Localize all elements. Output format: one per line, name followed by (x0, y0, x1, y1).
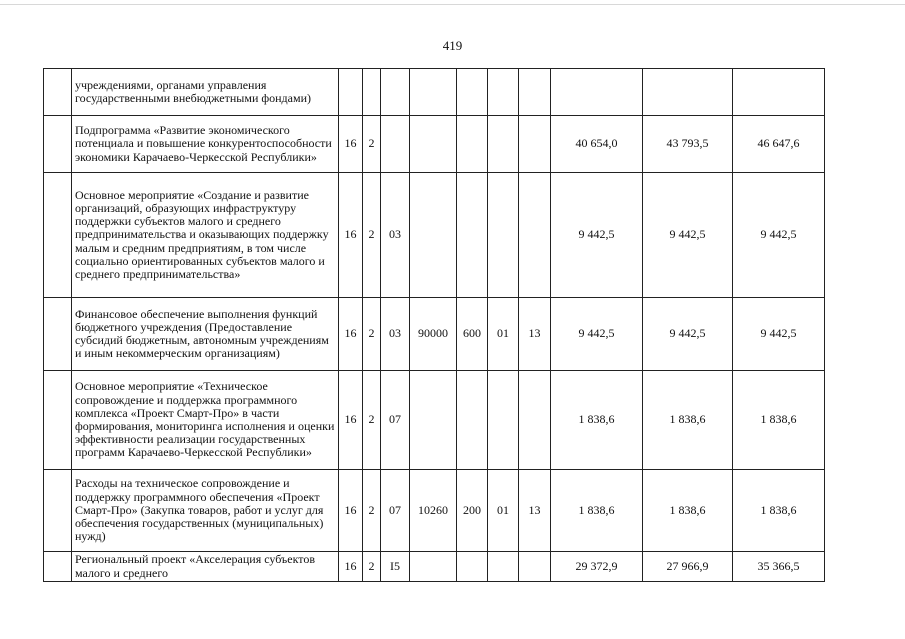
code-cell-4: 10260 (410, 470, 457, 552)
code-cell-6 (488, 552, 519, 582)
amount-cell-2: 1 838,6 (643, 470, 733, 552)
code-cell-3: 03 (381, 298, 410, 371)
code-cell-2: 2 (363, 298, 381, 371)
code-cell-3: I5 (381, 552, 410, 582)
code-cell-5 (457, 552, 488, 582)
code-cell-4 (410, 173, 457, 298)
code-cell-5: 200 (457, 470, 488, 552)
amount-cell-1 (551, 69, 643, 116)
code-cell-5: 600 (457, 298, 488, 371)
table-row (44, 552, 825, 582)
row-name-cell: Региональный проект «Акселерация субъектов малого и среднего (72, 552, 339, 582)
code-cell-6: 01 (488, 298, 519, 371)
table-row (44, 470, 825, 552)
amount-cell-3: 9 442,5 (733, 298, 825, 371)
code-cell-1 (339, 69, 363, 116)
code-cell-2 (363, 69, 381, 116)
amount-cell-3: 9 442,5 (733, 173, 825, 298)
budget-table (43, 68, 825, 582)
code-cell-1: 16 (339, 116, 363, 173)
row-name-cell: Финансовое обеспечение выполнения функций бюджетного учреждения (Предоставление субсидий бюджетным, автономным учреждениям и иным некоммерческим организациям) (72, 298, 339, 371)
code-cell-3: 03 (381, 173, 410, 298)
code-cell-7 (519, 173, 551, 298)
amount-cell-2: 9 442,5 (643, 173, 733, 298)
code-cell-2: 2 (363, 470, 381, 552)
amount-cell-1: 1 838,6 (551, 470, 643, 552)
code-cell-3: 07 (381, 371, 410, 470)
page-number: 419 (442, 38, 463, 53)
code-cell-1: 16 (339, 371, 363, 470)
amount-cell-3: 35 366,5 (733, 552, 825, 582)
row-number-cell (44, 470, 72, 552)
code-cell-3 (381, 116, 410, 173)
row-number-cell (44, 298, 72, 371)
code-cell-4 (410, 552, 457, 582)
amount-cell-1: 40 654,0 (551, 116, 643, 173)
row-name-cell: Основное мероприятие «Создание и развитие организаций, образующих инфраструктуру поддержки субъектов малого и среднего предпринимательства и оказывающих поддержку малым и средним предприятиям, в том числе социально ориентированных субъектов малого и среднего предпринимательства» (72, 173, 339, 298)
code-cell-2: 2 (363, 173, 381, 298)
top-scan-rule (0, 4, 905, 5)
amount-cell-3 (733, 69, 825, 116)
amount-cell-2 (643, 69, 733, 116)
amount-cell-3: 46 647,6 (733, 116, 825, 173)
amount-cell-1: 29 372,9 (551, 552, 643, 582)
table-row (44, 371, 825, 470)
amount-cell-2: 9 442,5 (643, 298, 733, 371)
code-cell-6: 01 (488, 470, 519, 552)
table-row (44, 173, 825, 298)
row-number-cell (44, 116, 72, 173)
amount-cell-3: 1 838,6 (733, 371, 825, 470)
row-number-cell (44, 69, 72, 116)
amount-cell-3: 1 838,6 (733, 470, 825, 552)
code-cell-6 (488, 173, 519, 298)
code-cell-2: 2 (363, 116, 381, 173)
code-cell-1: 16 (339, 552, 363, 582)
row-name-cell: Основное мероприятие «Техническое сопровождение и поддержка программного комплекса «Проект Смарт-Про» в части формирования, мониторинга исполнения и оценки эффективности реализации государственных программ Карачаево-Черкесской Республики» (72, 371, 339, 470)
code-cell-5 (457, 371, 488, 470)
code-cell-3 (381, 69, 410, 116)
code-cell-7 (519, 371, 551, 470)
code-cell-4: 90000 (410, 298, 457, 371)
table-row (44, 116, 825, 173)
code-cell-5 (457, 173, 488, 298)
code-cell-7 (519, 552, 551, 582)
code-cell-7: 13 (519, 298, 551, 371)
code-cell-4 (410, 69, 457, 116)
row-name-cell: Расходы на техническое сопровождение и поддержку программного обеспечения «Проект Смарт-Про» (Закупка товаров, работ и услуг для обеспечения государственных (муниципальных) нужд) (72, 470, 339, 552)
table-row (44, 69, 825, 116)
row-number-cell (44, 173, 72, 298)
code-cell-5 (457, 69, 488, 116)
code-cell-2: 2 (363, 371, 381, 470)
code-cell-6 (488, 69, 519, 116)
code-cell-7 (519, 69, 551, 116)
amount-cell-1: 9 442,5 (551, 173, 643, 298)
code-cell-1: 16 (339, 173, 363, 298)
code-cell-6 (488, 371, 519, 470)
table-row (44, 298, 825, 371)
amount-cell-2: 27 966,9 (643, 552, 733, 582)
code-cell-1: 16 (339, 470, 363, 552)
row-name-cell: Подпрограмма «Развитие экономического потенциала и повышение конкурентоспособности экономики Карачаево-Черкесской Республики» (72, 116, 339, 173)
row-name-cell: учреждениями, органами управления государственными внебюджетными фондами) (72, 69, 339, 116)
amount-cell-1: 9 442,5 (551, 298, 643, 371)
row-number-cell (44, 371, 72, 470)
code-cell-5 (457, 116, 488, 173)
code-cell-3: 07 (381, 470, 410, 552)
row-number-cell (44, 552, 72, 582)
code-cell-4 (410, 116, 457, 173)
code-cell-7 (519, 116, 551, 173)
code-cell-6 (488, 116, 519, 173)
amount-cell-2: 1 838,6 (643, 371, 733, 470)
code-cell-7: 13 (519, 470, 551, 552)
amount-cell-1: 1 838,6 (551, 371, 643, 470)
code-cell-4 (410, 371, 457, 470)
code-cell-1: 16 (339, 298, 363, 371)
amount-cell-2: 43 793,5 (643, 116, 733, 173)
code-cell-2: 2 (363, 552, 381, 582)
